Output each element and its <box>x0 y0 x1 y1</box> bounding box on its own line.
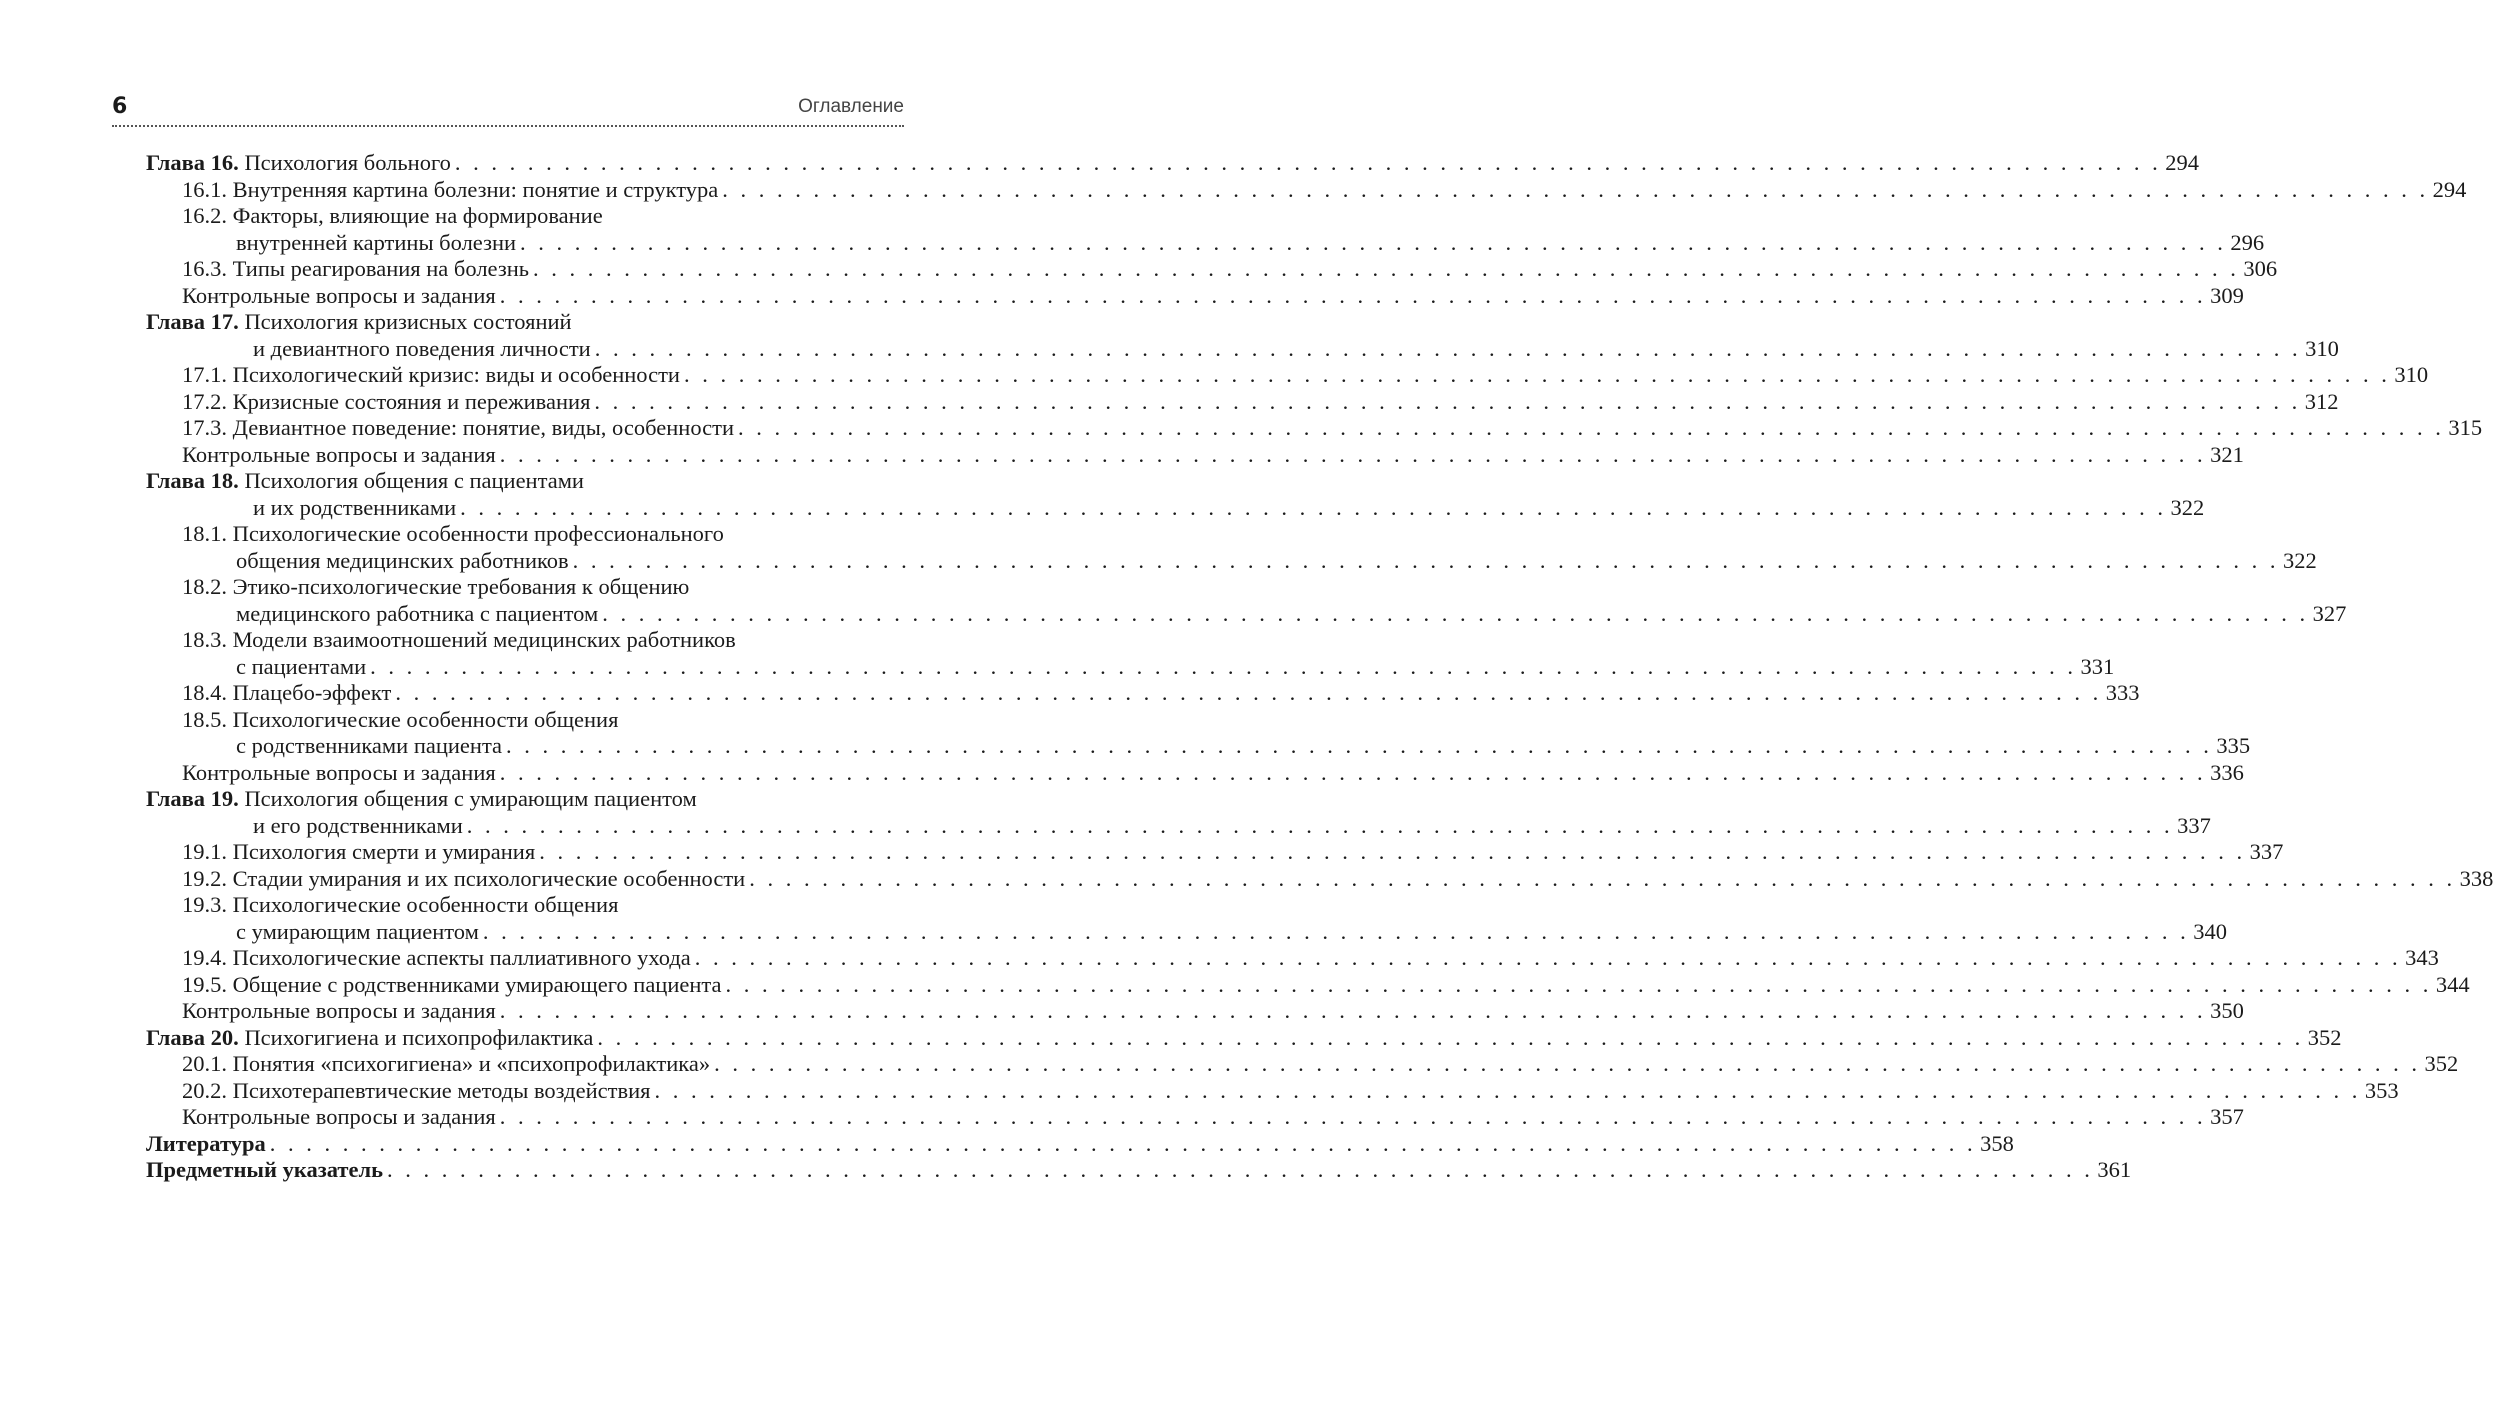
leader-dots <box>738 415 2444 440</box>
section-number: 19.4. <box>182 945 227 970</box>
toc-entry-back[interactable] <box>146 1130 2014 1158</box>
leader-dots <box>500 1104 2206 1129</box>
page-ref: 294 <box>2165 150 2200 175</box>
entry-title-continued: с родственниками пациента <box>236 733 503 758</box>
entry-title-continued: общения медицинских работников <box>236 547 569 573</box>
leader-dots <box>602 601 2308 626</box>
entry-title: Психологические особенности общения <box>232 706 619 732</box>
chapter-label: Глава 18. <box>146 468 239 493</box>
toc-entry-section[interactable] <box>146 945 2439 972</box>
section-number: 16.3. <box>182 256 227 281</box>
toc-entry-questions[interactable] <box>146 282 2244 310</box>
leader-dots <box>594 389 2300 414</box>
toc-entry-section[interactable] <box>146 706 2251 760</box>
chapter-label: Глава 20. <box>146 1024 239 1050</box>
leader-dots <box>722 177 2428 202</box>
section-number: 18.5. <box>182 706 227 732</box>
page-ref: 350 <box>2210 998 2244 1023</box>
page-ref: 310 <box>2394 362 2429 387</box>
entry-title: Психология общения с умирающим пациентом <box>244 786 697 811</box>
leader-dots <box>533 256 2239 281</box>
page-ref: 296 <box>2230 229 2265 255</box>
leader-dots <box>395 680 2101 705</box>
entry-title: Психология общения с пациентами <box>244 468 584 493</box>
page-ref: 310 <box>2305 335 2339 361</box>
leader-dots <box>500 283 2206 308</box>
header-dotted-rule <box>112 125 904 127</box>
entry-title: Этико-психологические требования к общению <box>232 574 690 599</box>
page-ref: 333 <box>2105 680 2140 705</box>
toc-entry-questions[interactable] <box>146 759 2244 787</box>
leader-dots <box>506 733 2212 758</box>
entry-title: Девиантное поведение: понятие, виды, особенности <box>232 415 734 440</box>
toc-entry-section[interactable] <box>146 1051 2459 1078</box>
entry-title: Психологические аспекты паллиативного ухода <box>232 945 691 970</box>
section-number: 19.5. <box>182 971 227 997</box>
leader-dots <box>726 972 2432 997</box>
entry-title: Кризисные состояния и переживания <box>232 388 591 414</box>
leader-dots <box>500 998 2206 1023</box>
toc-entry-section[interactable] <box>146 865 2493 893</box>
entry-title: Психологические особенности общения <box>232 892 619 917</box>
page-ref: 335 <box>2216 733 2251 758</box>
section-number: 18.2. <box>182 574 227 599</box>
toc-entry-chapter[interactable] <box>146 309 2339 362</box>
page-ref: 321 <box>2210 441 2244 467</box>
toc-entry-section[interactable] <box>146 839 2284 866</box>
leader-dots <box>370 654 2076 679</box>
section-number: 18.3. <box>182 627 227 652</box>
page-ref: 327 <box>2312 600 2347 626</box>
entry-title: Модели взаимоотношений медицинских работников <box>232 627 736 652</box>
page-ref: 343 <box>2405 945 2439 970</box>
toc-entry-chapter[interactable] <box>146 786 2211 839</box>
page-ref: 294 <box>2432 176 2467 202</box>
leader-dots <box>749 866 2455 891</box>
toc-entry-section[interactable] <box>146 256 2278 283</box>
leader-dots <box>714 1051 2420 1076</box>
toc-entry-section[interactable] <box>146 388 2339 416</box>
page-header <box>112 92 904 128</box>
entry-title: Психогигиена и психопрофилактика <box>244 1024 594 1050</box>
toc-entry-section[interactable] <box>146 176 2467 204</box>
leader-dots <box>500 760 2206 785</box>
toc-entry-section[interactable] <box>146 680 2140 707</box>
section-number: 18.1. <box>182 521 227 546</box>
chapter-label: Глава 19. <box>146 786 239 811</box>
entry-title-continued: внутренней картины болезни <box>236 229 517 255</box>
entry-title: Предметный указатель <box>146 1157 383 1182</box>
toc-entry-questions[interactable] <box>146 441 2244 469</box>
leader-dots <box>695 945 2401 970</box>
section-number: 20.1. <box>182 1051 227 1076</box>
page-ref: 322 <box>2170 494 2205 520</box>
entry-title-continued: с пациентами <box>236 653 367 679</box>
toc-entry-section[interactable] <box>146 971 2470 999</box>
entry-title: Внутренняя картина болезни: понятие и структура <box>232 176 719 202</box>
toc-entry-section[interactable] <box>146 415 2483 442</box>
section-number: 19.1. <box>182 839 227 864</box>
leader-dots <box>520 230 2226 255</box>
entry-title: Контрольные вопросы и задания <box>182 282 496 308</box>
entry-title: Контрольные вопросы и задания <box>182 759 496 785</box>
toc-entry-questions[interactable] <box>146 998 2244 1025</box>
chapter-label: Глава 17. <box>146 309 239 334</box>
entry-title-continued: медицинского работника с пациентом <box>236 600 599 626</box>
leader-dots <box>270 1131 1976 1156</box>
entry-title: Психологический кризис: виды и особенности <box>232 362 680 387</box>
entry-title: Психология больного <box>244 150 451 175</box>
toc-entry-chapter[interactable] <box>146 150 2200 177</box>
page-ref: 338 <box>2459 865 2493 891</box>
running-title: Оглавление <box>798 96 904 117</box>
page-ref: 306 <box>2243 256 2278 281</box>
entry-title: Литература <box>146 1130 266 1156</box>
table-of-contents <box>146 150 2493 1184</box>
page-ref: 337 <box>2249 839 2284 864</box>
page-ref: 322 <box>2283 547 2317 573</box>
entry-title: Общение с родственниками умирающего пациента <box>232 971 722 997</box>
page-ref: 344 <box>2435 971 2470 997</box>
chapter-label: Глава 16. <box>146 150 239 175</box>
entry-title: Психология кризисных состояний <box>244 309 572 334</box>
section-number: 18.4. <box>182 680 227 705</box>
entry-title: Контрольные вопросы и задания <box>182 998 496 1023</box>
section-number: 19.2. <box>182 865 227 891</box>
leader-dots <box>500 442 2206 467</box>
toc-entry-section[interactable] <box>146 362 2429 389</box>
entry-title: Психологические особенности профессионального <box>232 521 724 546</box>
entry-title: Психотерапевтические методы воздействия <box>232 1077 651 1103</box>
leader-dots <box>595 336 2301 361</box>
page-ref: 309 <box>2210 282 2244 308</box>
entry-title: Типы реагирования на болезнь <box>232 256 530 281</box>
toc-entry-section[interactable] <box>146 574 2347 627</box>
leader-dots <box>467 813 2173 838</box>
section-number: 19.3. <box>182 892 227 917</box>
toc-entry-chapter[interactable] <box>146 1024 2342 1052</box>
entry-title-continued: и их родственниками <box>253 494 457 520</box>
page-number: 6 <box>112 94 128 119</box>
leader-dots <box>597 1025 2303 1050</box>
toc-entry-section[interactable] <box>146 627 2115 680</box>
page-ref: 315 <box>2448 415 2483 440</box>
entry-title: Плацебо-эффект <box>232 680 392 705</box>
section-number: 16.1. <box>182 176 227 202</box>
page-ref: 353 <box>2364 1077 2399 1103</box>
page-ref: 340 <box>2193 918 2227 944</box>
leader-dots <box>455 150 2161 175</box>
entry-title: Факторы, влияющие на формирование <box>232 203 603 228</box>
entry-title-continued: с умирающим пациентом <box>236 918 479 944</box>
entry-title-continued: и его родственниками <box>253 812 463 838</box>
page-ref: 312 <box>2304 388 2339 414</box>
toc-entry-chapter[interactable] <box>146 468 2205 521</box>
entry-title: Контрольные вопросы и задания <box>182 441 496 467</box>
page-ref: 361 <box>2097 1157 2132 1182</box>
entry-title: Стадии умирания и их психологические особенности <box>232 865 746 891</box>
section-number: 17.1. <box>182 362 227 387</box>
page-ref: 352 <box>2307 1024 2342 1050</box>
section-number: 17.3. <box>182 415 227 440</box>
entry-title-continued: и девиантного поведения личности <box>253 335 591 361</box>
section-number: 16.2. <box>182 203 227 228</box>
page-ref: 337 <box>2177 812 2211 838</box>
toc-entry-back[interactable] <box>146 1157 2132 1184</box>
section-number: 17.2. <box>182 388 227 414</box>
entry-title: Понятия «психогигиена» и «психопрофилактика» <box>232 1051 711 1076</box>
toc-entry-section[interactable] <box>146 203 2265 256</box>
section-number: 20.2. <box>182 1077 227 1103</box>
toc-entry-section[interactable] <box>146 892 2227 945</box>
toc-entry-section[interactable] <box>146 1077 2399 1105</box>
leader-dots <box>684 362 2390 387</box>
leader-dots <box>654 1078 2360 1103</box>
leader-dots <box>539 839 2245 864</box>
leader-dots <box>573 548 2279 573</box>
page-ref: 336 <box>2210 759 2244 785</box>
toc-entry-section[interactable] <box>146 521 2317 574</box>
page-ref: 331 <box>2080 653 2115 679</box>
leader-dots <box>460 495 2166 520</box>
toc-entry-questions[interactable] <box>146 1104 2244 1131</box>
entry-title: Контрольные вопросы и задания <box>182 1104 496 1129</box>
page-ref: 357 <box>2210 1104 2244 1129</box>
entry-title: Психология смерти и умирания <box>232 839 536 864</box>
page-ref: 352 <box>2424 1051 2459 1076</box>
page-ref: 358 <box>1980 1130 2014 1156</box>
leader-dots <box>387 1157 2093 1182</box>
leader-dots <box>483 919 2189 944</box>
